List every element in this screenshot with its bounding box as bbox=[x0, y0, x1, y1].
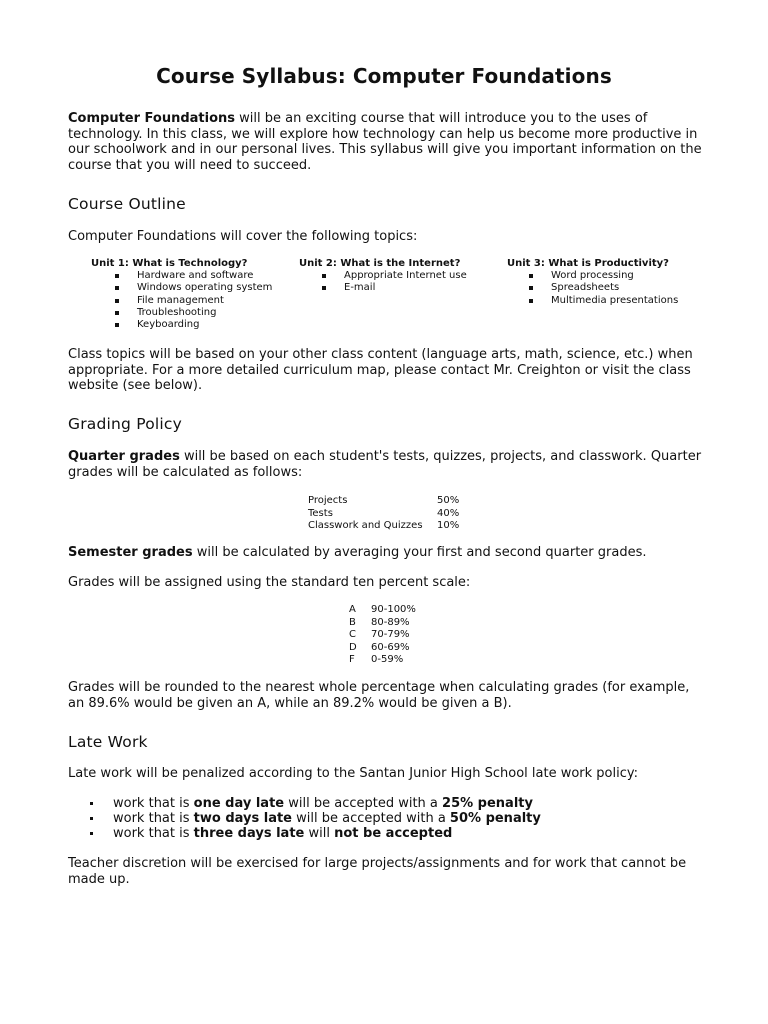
grade-scale-table bbox=[349, 604, 416, 667]
table-row: Projects 50% bbox=[308, 495, 460, 506]
late-policy-list bbox=[90, 796, 541, 841]
table-row: D 60-69% bbox=[349, 641, 410, 653]
list-item: Troubleshooting bbox=[115, 307, 272, 319]
late-note: Teacher discretion will be exercised for large projects/assignments and for work that cannot be made up. bbox=[68, 856, 687, 887]
outline-note: Class topics will be based on your other class content (language arts, math, science, etc.) when appropriate. For a more detailed curriculum map, please contact Mr. Creighton or visit the class website (see below). bbox=[68, 347, 693, 393]
list-item: Windows operating system bbox=[115, 282, 272, 294]
grading-policy-heading: Grading Policy bbox=[68, 415, 183, 433]
rounding-paragraph: Grades will be rounded to the nearest whole percentage when calculating grades (for example, an 89.6% would be given an A, while an 89.2% would be given a B). bbox=[68, 680, 690, 711]
list-item: Multimedia presentations bbox=[529, 295, 678, 307]
table-row: F 0-59% bbox=[349, 654, 404, 665]
intro-bold: Computer Foundations bbox=[68, 111, 236, 126]
page-title: Course Syllabus: Computer Foundations bbox=[156, 64, 612, 88]
quarter-grades-paragraph: Quarter grades will be based on each student's tests, quizzes, projects, and classwork. Quarter grades will be calculated as follows: bbox=[68, 449, 702, 480]
late-lead: Late work will be penalized according to the Santan Junior High School late work policy: bbox=[68, 766, 639, 781]
unit-3 bbox=[507, 258, 678, 307]
table-row: A 90-100% bbox=[349, 604, 416, 615]
intro-text: will be an exciting course that will introduce you to the uses of technology. In this class, we will explore how technology can help us become more productive in our schoolwork and in our personal lives. This syllabus will give you important information on the course that you will need to succeed. bbox=[68, 111, 702, 173]
grade-weights-table bbox=[308, 495, 459, 533]
list-item: Spreadsheets bbox=[529, 282, 678, 294]
intro-paragraph bbox=[68, 111, 708, 173]
late-work-heading: Late Work bbox=[68, 733, 148, 751]
list-item: Word processing bbox=[529, 270, 678, 282]
scale-lead: Grades will be assigned using the standard ten percent scale: bbox=[68, 575, 471, 590]
unit-1 bbox=[91, 258, 272, 331]
list-item: E-mail bbox=[322, 282, 467, 294]
list-item: work that is one day late will be accepted with a 25% penalty bbox=[90, 796, 541, 811]
outline-lead: Computer Foundations will cover the following topics: bbox=[68, 229, 418, 244]
table-row: B 80-89% bbox=[349, 616, 410, 628]
unit-title: Unit 1: What is Technology? bbox=[91, 258, 248, 269]
unit-2 bbox=[299, 258, 467, 295]
units-table bbox=[0, 258, 768, 338]
table-row: Tests 40% bbox=[308, 507, 460, 519]
list-item: Keyboarding bbox=[115, 319, 272, 331]
table-row: C 70-79% bbox=[349, 629, 410, 640]
unit-title: Unit 2: What is the Internet? bbox=[299, 258, 461, 269]
list-item: work that is three days late will not be accepted bbox=[90, 826, 541, 841]
unit-title: Unit 3: What is Productivity? bbox=[507, 258, 669, 269]
course-outline-heading: Course Outline bbox=[68, 195, 186, 213]
table-row: Classwork and Quizzes 10% bbox=[308, 520, 460, 531]
semester-grades-paragraph: Semester grades will be calculated by averaging your first and second quarter grades. bbox=[68, 545, 647, 560]
list-item: Appropriate Internet use bbox=[322, 270, 467, 282]
list-item: File management bbox=[115, 295, 272, 307]
list-item: work that is two days late will be accepted with a 50% penalty bbox=[90, 811, 541, 826]
list-item: Hardware and software bbox=[115, 270, 272, 282]
